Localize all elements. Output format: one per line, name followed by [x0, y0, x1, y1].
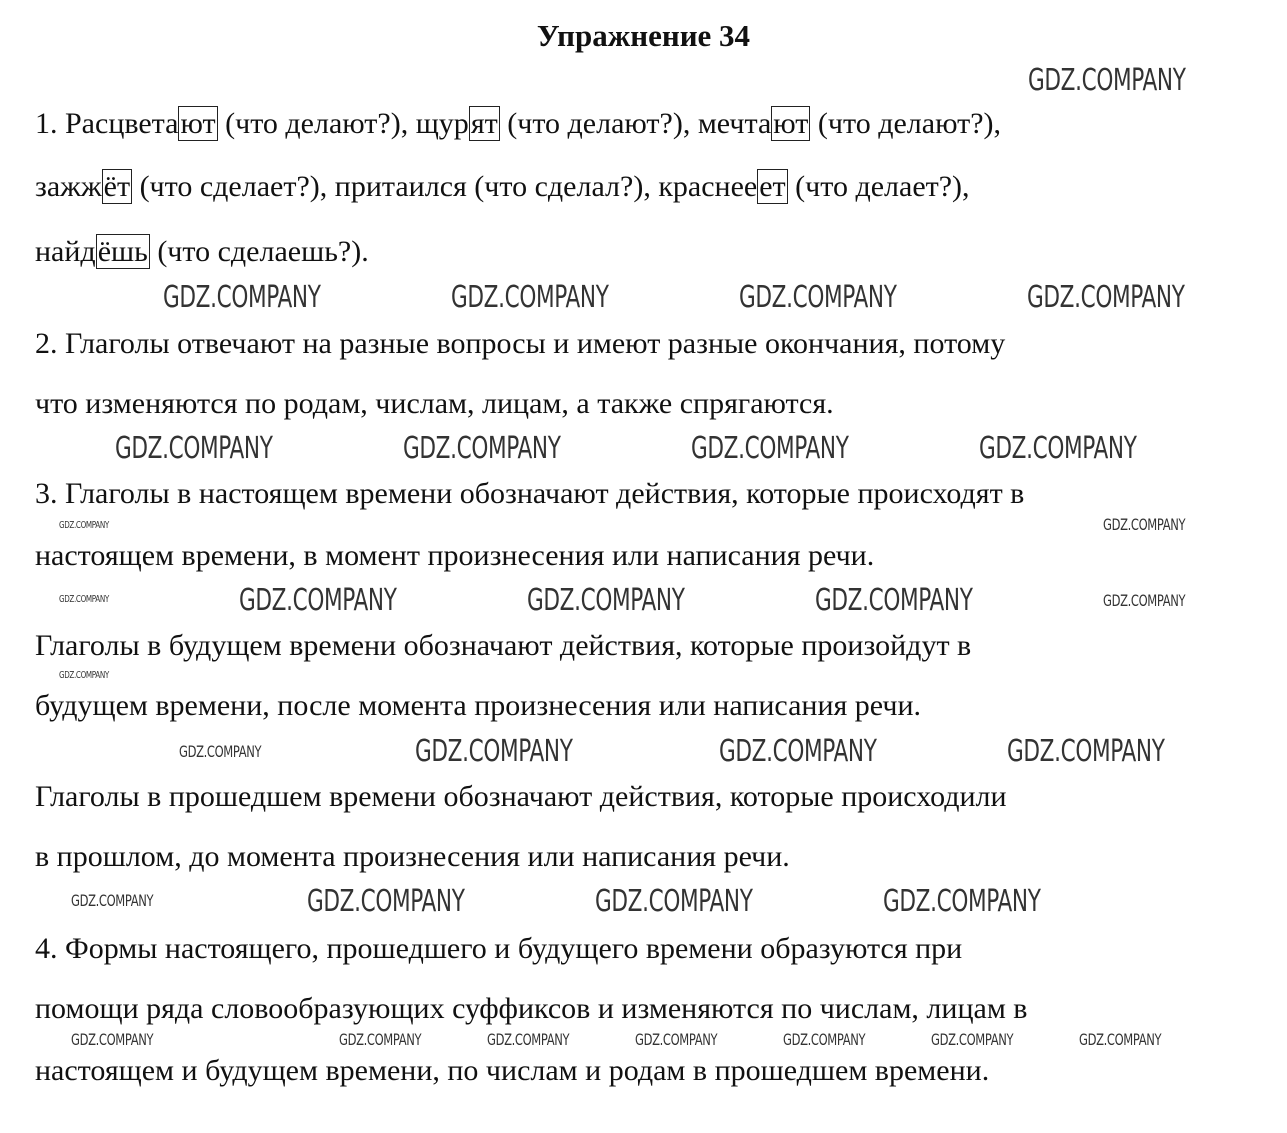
- highlighted-ending: ёшь: [97, 235, 148, 268]
- watermark: GDZ.COMPANY: [59, 594, 109, 605]
- watermark: GDZ.COMPANY: [783, 1030, 866, 1049]
- highlighted-ending: ют: [773, 107, 809, 140]
- highlighted-ending: ет: [759, 170, 786, 203]
- page-title: Упражнение 34: [536, 18, 751, 53]
- watermark: GDZ.COMPANY: [415, 734, 573, 769]
- highlighted-ending: ют: [180, 107, 216, 140]
- text-segment: (что делают?),: [810, 107, 1001, 140]
- text-segment: Глаголы в прошедшем времени обозначают действия, которые происходили: [35, 780, 1007, 813]
- watermark: GDZ.COMPANY: [719, 734, 877, 769]
- watermark: GDZ.COMPANY: [739, 280, 897, 315]
- watermark: GDZ.COMPANY: [59, 670, 109, 681]
- watermark: GDZ.COMPANY: [71, 891, 154, 910]
- text-line: [35, 106, 1001, 142]
- watermark: GDZ.COMPANY: [59, 520, 109, 531]
- text-segment: что изменяются по родам, числам, лицам, а также спрягаются.: [35, 387, 834, 420]
- highlighted-ending: ят: [470, 107, 498, 140]
- watermark: GDZ.COMPANY: [527, 583, 685, 618]
- watermark: GDZ.COMPANY: [307, 884, 465, 919]
- text-segment: будущем времени, после момента произнесения или написания речи.: [35, 689, 922, 722]
- text-segment: Глаголы в будущем времени обозначают действия, которые произойдут в: [35, 629, 972, 662]
- watermark: GDZ.COMPANY: [883, 884, 1041, 919]
- text-segment: 1. Расцвета: [35, 107, 179, 140]
- watermark: GDZ.COMPANY: [1027, 280, 1185, 315]
- watermark: GDZ.COMPANY: [179, 742, 262, 761]
- watermark: GDZ.COMPANY: [163, 280, 321, 315]
- watermark: GDZ.COMPANY: [339, 1030, 422, 1049]
- watermark: GDZ.COMPANY: [691, 431, 849, 466]
- watermark: GDZ.COMPANY: [1103, 515, 1186, 534]
- text-segment: найд: [35, 235, 96, 268]
- watermark: GDZ.COMPANY: [239, 583, 397, 618]
- watermark: GDZ.COMPANY: [1028, 63, 1186, 98]
- text-line: [35, 779, 1007, 815]
- watermark: GDZ.COMPANY: [595, 884, 753, 919]
- text-segment: настоящем и будущем времени, по числам и родам в прошедшем времени.: [35, 1054, 990, 1087]
- watermark: GDZ.COMPANY: [1079, 1030, 1162, 1049]
- text-line: [35, 234, 369, 270]
- text-segment: 2. Глаголы отвечают на разные вопросы и имеют разные окончания, потому: [35, 327, 1006, 360]
- text-line: [35, 931, 962, 967]
- watermark: GDZ.COMPANY: [403, 431, 561, 466]
- watermark: GDZ.COMPANY: [451, 280, 609, 315]
- text-line: [35, 386, 834, 422]
- watermark: GDZ.COMPANY: [487, 1030, 570, 1049]
- text-segment: (что делает?),: [787, 170, 970, 203]
- text-segment: 3. Глаголы в настоящем времени обозначают действия, которые происходят в: [35, 477, 1025, 510]
- watermark: GDZ.COMPANY: [979, 431, 1137, 466]
- watermark: GDZ.COMPANY: [1007, 734, 1165, 769]
- watermark: GDZ.COMPANY: [635, 1030, 718, 1049]
- text-line: [35, 628, 971, 664]
- text-segment: (что делают?), мечта: [499, 107, 772, 140]
- text-line: [35, 169, 970, 205]
- highlighted-ending: ёт: [103, 170, 131, 203]
- text-line: [35, 688, 921, 724]
- watermark: GDZ.COMPANY: [71, 1030, 154, 1049]
- text-segment: 4. Формы настоящего, прошедшего и будущего времени образуются при: [35, 932, 963, 965]
- watermark: GDZ.COMPANY: [931, 1030, 1014, 1049]
- text-line: [35, 1053, 989, 1089]
- text-line: [35, 476, 1024, 512]
- watermark: GDZ.COMPANY: [815, 583, 973, 618]
- text-segment: в прошлом, до момента произнесения или написания речи.: [35, 840, 790, 873]
- text-line: [35, 839, 790, 875]
- text-segment: (что сделаешь?).: [149, 235, 369, 268]
- text-line: [35, 991, 1027, 1027]
- text-segment: (что делают?), щур: [217, 107, 469, 140]
- text-segment: помощи ряда словообразующих суффиксов и изменяются по числам, лицам в: [35, 992, 1028, 1025]
- watermark: GDZ.COMPANY: [1103, 591, 1186, 610]
- text-segment: настоящем времени, в момент произнесения или написания речи.: [35, 539, 875, 572]
- text-line: [35, 538, 874, 574]
- text-line: [35, 326, 1005, 362]
- text-segment: (что сделает?), притаился (что сделал?), краснее: [132, 170, 758, 203]
- text-segment: зажж: [35, 170, 102, 203]
- watermark: GDZ.COMPANY: [115, 431, 273, 466]
